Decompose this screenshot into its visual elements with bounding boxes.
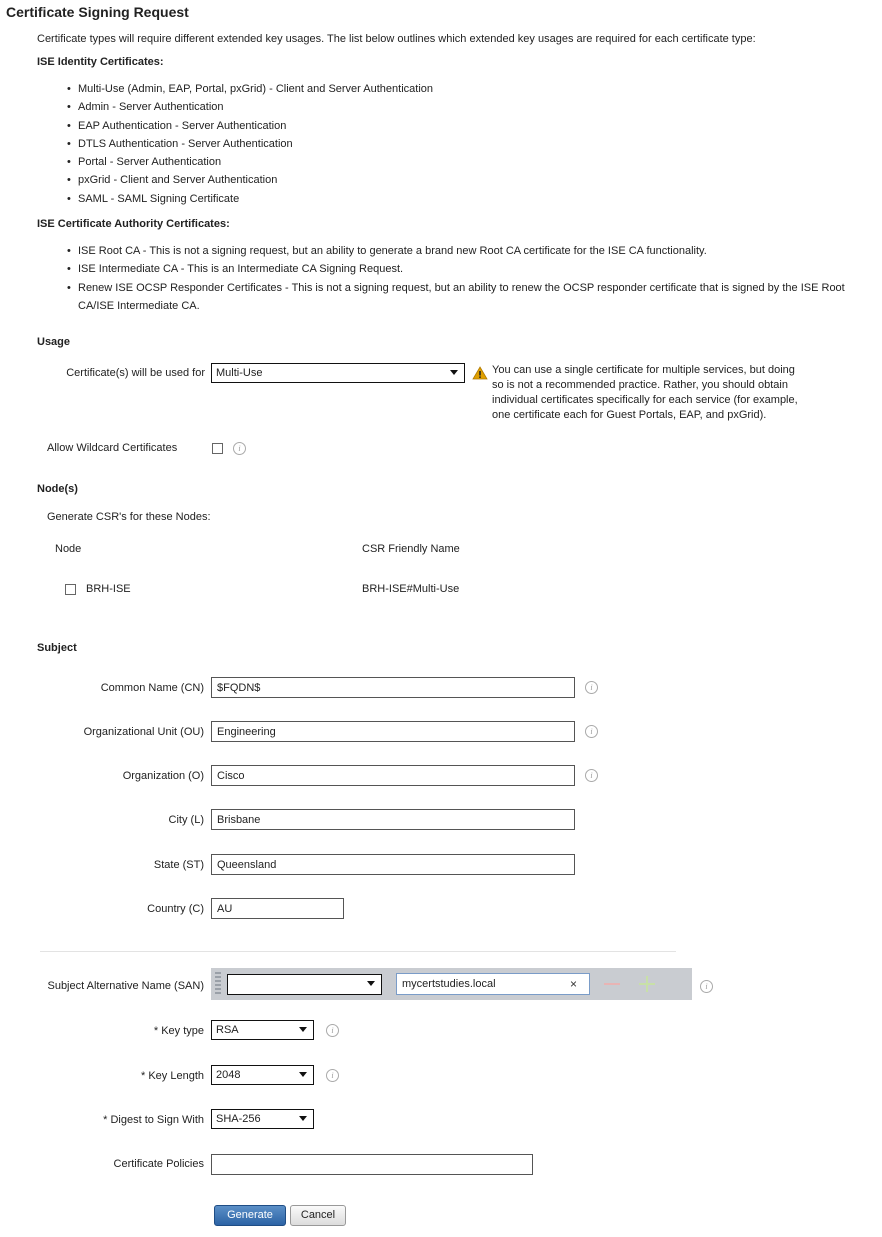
cn-label: Common Name (CN) [100, 682, 204, 694]
chevron-down-icon [299, 1027, 307, 1032]
key-length-select[interactable] [211, 1065, 314, 1085]
usage-warning: You can use a single certificate for multiple services, but doing so is not a recommended practice. Rather, you should obtain individual certificates specifically for each service (for example, one certificate each for Guest Portals, EAP, and pxGrid). [492, 364, 798, 421]
col-friendly-name: CSR Friendly Name [362, 543, 460, 555]
identity-heading: ISE Identity Certificates: [37, 56, 164, 68]
c-input[interactable] [211, 898, 344, 919]
info-icon[interactable]: i [700, 980, 713, 993]
san-label: Subject Alternative Name (SAN) [47, 980, 204, 992]
list-item: • EAP Authentication - Server Authentication [62, 117, 433, 135]
used-for-select[interactable] [211, 363, 465, 383]
info-icon[interactable]: i [585, 681, 598, 694]
wildcard-checkbox[interactable] [212, 443, 223, 454]
chevron-down-icon [299, 1116, 307, 1121]
list-item: • Multi-Use (Admin, EAP, Portal, pxGrid) - Client and Server Authentication [62, 80, 433, 98]
col-node: Node [55, 543, 82, 555]
used-for-value: Multi-Use [216, 367, 263, 379]
key-length-value: 2048 [216, 1069, 241, 1081]
used-for-label: Certificate(s) will be used for [66, 367, 205, 379]
info-icon[interactable]: i [326, 1024, 339, 1037]
ou-input[interactable] [211, 721, 575, 742]
digest-label: * Digest to Sign With [103, 1114, 204, 1126]
key-type-value: RSA [216, 1024, 239, 1036]
wildcard-label: Allow Wildcard Certificates [47, 442, 178, 454]
digest-value: SHA-256 [216, 1113, 261, 1125]
info-icon[interactable]: i [585, 769, 598, 782]
l-input[interactable] [211, 809, 575, 830]
info-icon[interactable]: i [326, 1069, 339, 1082]
nodes-heading: Node(s) [37, 483, 78, 495]
st-input[interactable] [211, 854, 575, 875]
list-item: • Portal - Server Authentication [62, 153, 433, 171]
generate-button[interactable]: Generate [214, 1205, 286, 1226]
chevron-down-icon [367, 981, 375, 986]
c-label: Country (C) [147, 903, 204, 915]
ca-heading: ISE Certificate Authority Certificates: [37, 218, 230, 230]
node-friendly-name: BRH-ISE#Multi-Use [362, 583, 460, 595]
list-item: • DTLS Authentication - Server Authentication [62, 135, 433, 153]
divider [40, 951, 676, 952]
list-item: • Renew ISE OCSP Responder Certificates - This is not a signing request, but an ability to renew the OCSP responder certificate that is signed by the ISE Root CA/ISE Intermediate CA. [62, 279, 872, 315]
policies-label: Certificate Policies [113, 1158, 204, 1170]
san-type-select[interactable] [227, 974, 382, 995]
list-item: • SAML - SAML Signing Certificate [62, 190, 433, 208]
list-item: • ISE Root CA - This is not a signing request, but an ability to generate a brand new Root CA certificate for the ISE CA functionality. [62, 242, 872, 260]
add-icon[interactable] [639, 976, 655, 992]
ou-label: Organizational Unit (OU) [83, 726, 204, 738]
node-checkbox[interactable] [65, 584, 76, 595]
page-title: Certificate Signing Request [6, 4, 189, 20]
info-icon[interactable]: i [233, 442, 246, 455]
policies-input[interactable] [211, 1154, 533, 1175]
key-type-select[interactable] [211, 1020, 314, 1040]
l-label: City (L) [168, 814, 204, 826]
identity-list [62, 80, 433, 208]
cn-input[interactable] [211, 677, 575, 698]
o-input[interactable] [211, 765, 575, 786]
nodes-subheading: Generate CSR's for these Nodes: [47, 511, 211, 523]
san-row [211, 968, 692, 1000]
key-length-label: * Key Length [141, 1070, 204, 1082]
san-value-input[interactable] [396, 973, 590, 995]
key-type-label: * Key type [153, 1025, 204, 1037]
digest-select[interactable] [211, 1109, 314, 1129]
list-item: • ISE Intermediate CA - This is an Intermediate CA Signing Request. [62, 260, 872, 278]
intro-text: Certificate types will require different extended key usages. The list below outlines which extended key usages are required for each certificate type: [37, 33, 756, 45]
info-icon[interactable]: i [585, 725, 598, 738]
node-name: BRH-ISE [86, 583, 131, 595]
list-item: • pxGrid - Client and Server Authentication [62, 171, 433, 189]
drag-handle[interactable] [215, 972, 221, 996]
usage-heading: Usage [37, 336, 71, 348]
list-item: • Admin - Server Authentication [62, 98, 433, 116]
st-label: State (ST) [153, 859, 204, 871]
cancel-button[interactable]: Cancel [290, 1205, 346, 1226]
ca-list [62, 242, 872, 315]
subject-heading: Subject [37, 642, 77, 654]
chevron-down-icon [450, 370, 458, 375]
remove-icon[interactable] [604, 983, 620, 985]
warning-icon [472, 366, 488, 380]
o-label: Organization (O) [122, 770, 204, 782]
clear-icon[interactable]: × [570, 977, 578, 991]
chevron-down-icon [299, 1072, 307, 1077]
